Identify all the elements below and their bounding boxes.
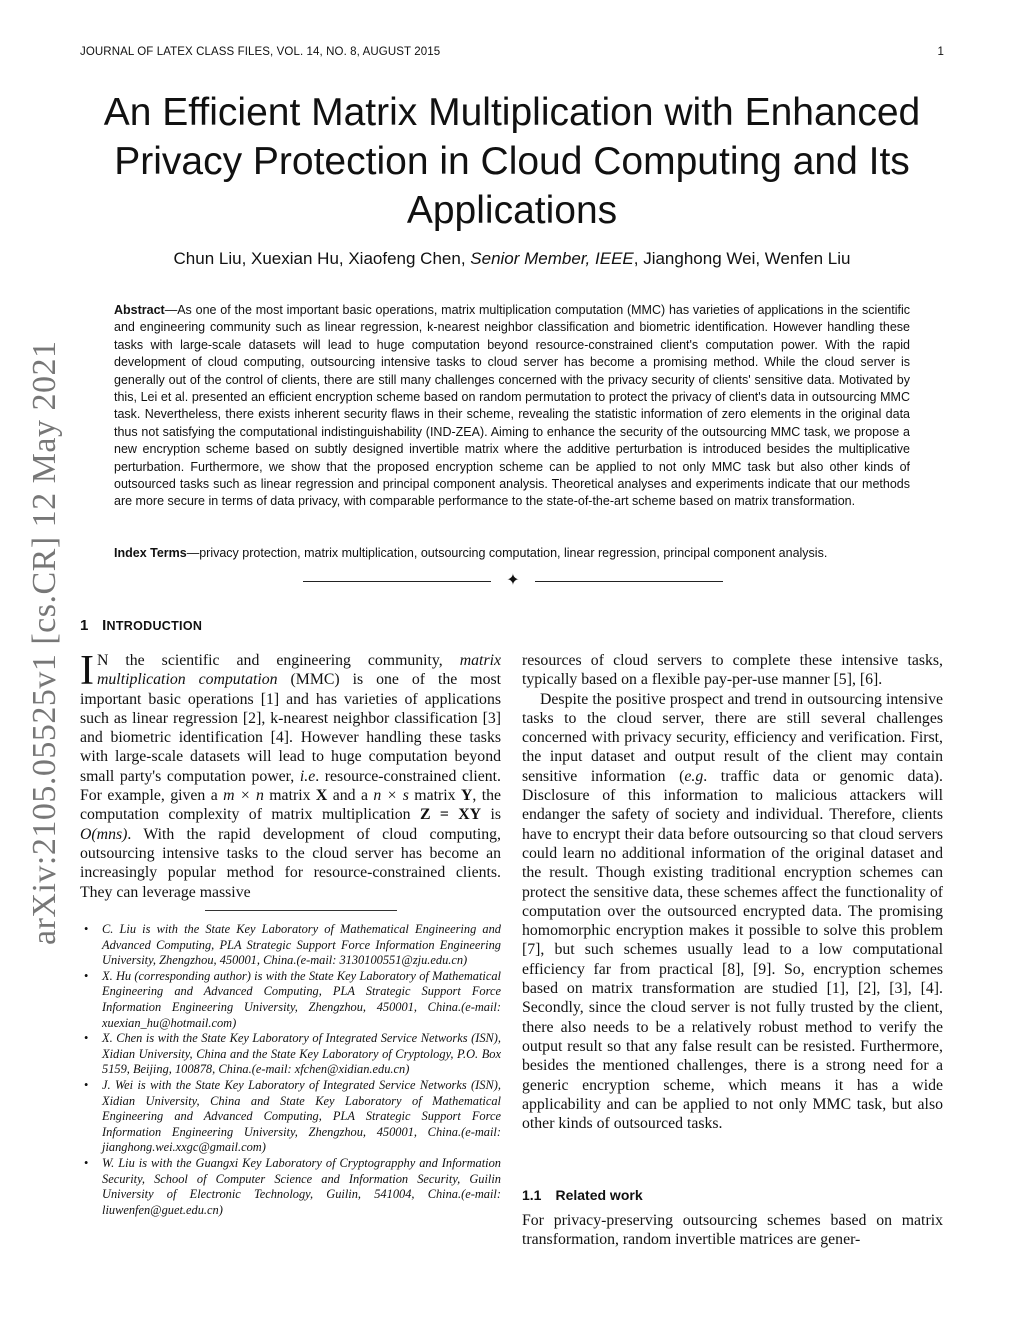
author-list — [80, 249, 944, 269]
index-terms — [114, 545, 910, 562]
authors-after: , Jianghong Wei, Wenfen Liu — [633, 249, 851, 268]
abstract-text: —As one of the most important basic operations, matrix multiplication computation (MMC) has varieties of applications in the scientific and engineering community such as linear regression, k-nearest neighbor classification and biometric identification. However handling these tasks with large-scale datasets will lead to huge computation beyond resource-constrained client's computation power. With the rapid development of cloud computing, outsourcing intensive tasks to cloud server has become a promising method. While the cloud server is generally out of the control of clients, there are still many challenges concerned with the privacy security of clients' sensitive data. Motivated by this, Lei et al. presented an efficient encryption scheme based on random permutation to protect the privacy of client's data in outsourcing MMC task. Nevertheless, there exists inherent security flaws in their scheme, revealing the statistic information of zero elements in the original data thus not satisfying the computational indistinguishability (IND-ZEA). Aiming to enhance the security of the outsourcing MMC task, we propose a new encryption scheme based on subtly designed invertible matrix where the additive perturbation is introduced besides the multiplicative perturbation. Furthermore, we show that the proposed encryption scheme can be applied to not only MMC task but also other kinds of outsourced tasks such as linear regression and principal component analysis. Theoretical analyses and experiments indicate that our methods are more secure in terms of data privacy, with comparable performance to the state-of-the-art scheme based on matrix transformation. — [114, 303, 910, 509]
right-column — [522, 651, 943, 1133]
author-role: Senior Member, IEEE — [470, 249, 634, 268]
abstract-label: Abstract — [114, 303, 165, 317]
paragraph: resources of cloud servers to complete these intensive tasks, typically based on a flexible pay-per-use manner [5], [6]. — [522, 652, 943, 689]
section-title-initial: I — [102, 617, 107, 634]
journal-line: JOURNAL OF LATEX CLASS FILES, VOL. 14, NO. 8, AUGUST 2015 — [80, 46, 441, 58]
related-work-text: For privacy-preserving outsourcing schemes based on matrix transformation, random invertible matrices are gener- — [522, 1212, 943, 1249]
math-dim-mn: m × n — [223, 787, 264, 805]
intro-text-start: N the scientific and engineering community, — [97, 652, 460, 669]
subsection-heading-related-work — [522, 1187, 643, 1203]
footnote-item: • X. Hu (corresponding author) is with the State Key Laboratory of Mathematical Engineering and Advanced Computing, PLA Strategic Support Force Information Engineering University, Zhengzhou, 450001, China.(e-mail: xuexian_hu@hotmail.com) — [80, 969, 501, 1031]
intro-text: matrix — [408, 787, 461, 805]
intro-ie: i.e — [299, 767, 316, 785]
math-product-eq: Z = XY — [419, 806, 482, 824]
paragraph-text: . traffic data or genomic data). Disclosure of this information to malicious attackers will endanger the safety of society and individual. Therefore, clients have to encrypt their data before outsourcing so that cloud servers could learn no additional information of the original dataset and the result. Though existing traditional encryption schemes can protect the sensitive data, these schemes affect the functionality of computation over the outsourced encrypted data. The promising homomorphic encryption makes it possible to solve this problem [7], but such schemes usually lead to a low computational efficiency far from practical [8], [9]. So, encryption schemes based on matrix transformation are studied [1], [2], [3], [4]. Secondly, since the cloud server is not fully trusted by the client, there also needs to be a relatively robust method to verify the output result so that any false result can be resisted. Furthermore, besides the mentioned challenges, there is a strong need for a generic encryption scheme, which means it has a wide applicability and can be applied to not only MMC task, but also other kinds of outsourced tasks. — [522, 767, 943, 1133]
intro-text: and a — [327, 787, 374, 805]
separator-line-right — [535, 581, 723, 582]
section-heading-introduction — [80, 617, 202, 634]
footnote-item: • C. Liu is with the State Key Laboratory of Mathematical Engineering and Advanced Computing, PLA Strategic Support Force Information Engineering University, Zhengzhou, 450001, China.(e-mail: 3130100551@zju.edu.cn) — [80, 922, 501, 969]
math-matrix-x: X — [315, 787, 328, 805]
index-terms-text: —privacy protection, matrix multiplication, outsourcing computation, linear regression, principal component analysis. — [186, 546, 828, 560]
paper-title: An Efficient Matrix Multiplication with Enhanced Privacy Protection in Cloud Computing and Its Applications — [103, 91, 921, 232]
intro-text: . With the rapid development of cloud computing, outsourcing intensive tasks to the cloud server has become an increasingly popular method for resource-constrained clients. They can leverage massive — [80, 825, 501, 901]
authors-before: Chun Liu, Xuexian Hu, Xiaofeng Chen, — [173, 249, 471, 268]
page-number: 1 — [937, 46, 944, 58]
section-separator — [303, 572, 723, 592]
math-dim-ns: n × s — [373, 787, 409, 805]
intro-text: . resource-constrained client. For example, given a — [80, 767, 501, 805]
paragraph-text: Despite the positive prospect and trend in outsourcing intensive tasks to the cloud server, there are still several challenges concerned with privacy security, efficiency and verification. First, the input dataset and output result of the client may contain sensitive information ( — [522, 690, 943, 785]
drop-cap: I — [80, 648, 94, 694]
footnote-item: • X. Chen is with the State Key Laboratory of Integrated Service Networks (ISN), Xidian University, China and the State Key Laboratory of Cryptology, P.O. Box 5159, Beijing, 100878, China.(e-mail: xfchen@xidian.edu.cn) — [80, 1031, 501, 1078]
subsection-number: 1.1 — [522, 1187, 542, 1203]
author-affiliations — [80, 922, 501, 1218]
paragraph — [522, 690, 943, 1134]
arxiv-stamp[interactable]: arXiv:2105.05525v1 [cs.CR] 12 May 2021 — [26, 340, 63, 945]
math-matrix-y: Y — [460, 787, 473, 805]
diamond-ornament-icon: ✦ — [506, 572, 520, 589]
intro-paragraph — [80, 648, 502, 902]
intro-text: (MMC) is one of the most important basic operations [1] and has varieties of applications such as linear regression [2], k-nearest neighbor classification [3] and biometric identification [4]. However handling these tasks with large-scale datasets will lead to huge computation beyond small party's computation power, — [80, 671, 502, 785]
intro-text: , the computation complexity of matrix multiplication — [80, 787, 502, 824]
abstract — [114, 302, 910, 511]
footnote-item: • J. Wei is with the State Key Laboratory of Integrated Service Networks (ISN), Xidian University, China and State Key Laboratory of Mathematical Engineering and Advanced Computing, PLA Strategic Support Force Information Engineering University, Zhengzhou, 450001, China.(e-mail: jianghong.wei.xxgc@gmail.com) — [80, 1078, 501, 1156]
intro-text: matrix — [263, 787, 316, 805]
section-title-rest: NTRODUCTION — [106, 619, 203, 633]
left-column — [80, 648, 502, 902]
subsection-title: Related work — [555, 1187, 643, 1203]
footnote-item: • W. Liu is with the Guangxi Key Laboratory of Cryptograpphy and Information Security, School of Computer Science and Information Security, Guilin University of Electronic Technology, Guilin, 541004, China.(e-mail: liuwenfen@guet.edu.cn) — [80, 1156, 501, 1218]
math-complexity: O(mns) — [80, 825, 128, 843]
intro-text: is — [481, 806, 501, 824]
separator-line-left — [303, 581, 491, 582]
footnote-rule — [205, 910, 397, 911]
section-number: 1 — [80, 617, 89, 634]
paragraph-eg: e.g — [684, 767, 704, 785]
index-terms-label: Index Terms — [114, 546, 187, 560]
running-header — [80, 46, 944, 58]
intro-emphasis: matrix multiplication computation — [97, 652, 501, 689]
